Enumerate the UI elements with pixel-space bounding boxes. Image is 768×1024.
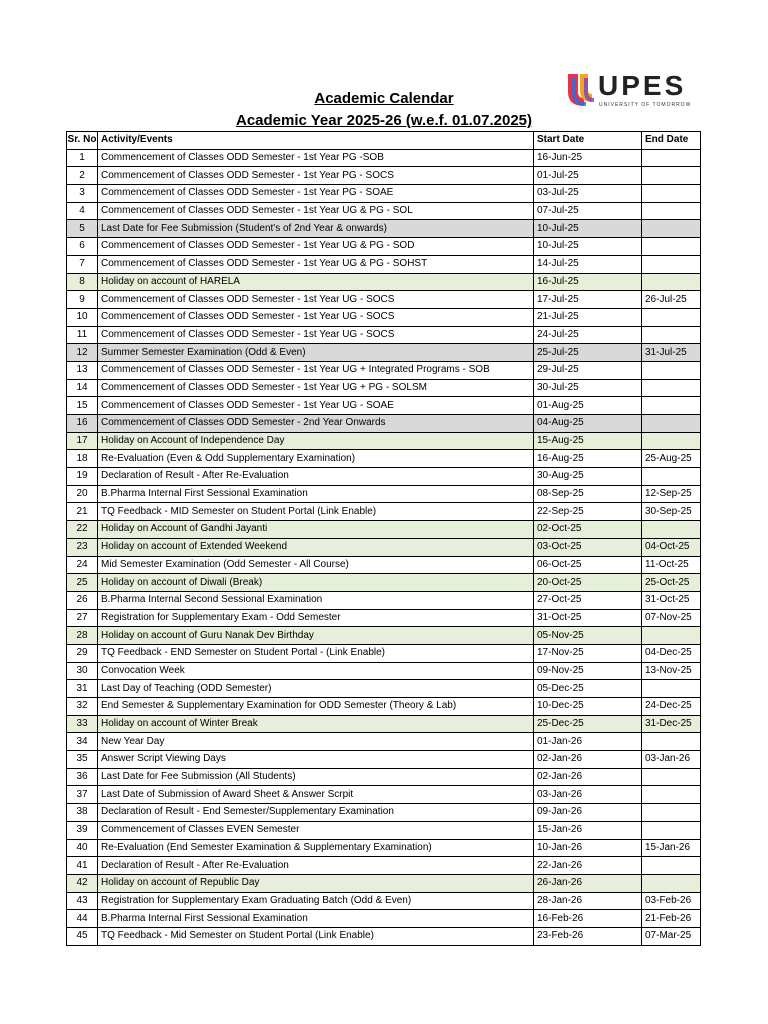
cell-sr-no: 16 (67, 415, 98, 433)
cell-activity: Holiday on account of Republic Day (98, 874, 534, 892)
cell-start-date: 16-Jun-25 (534, 149, 642, 167)
table-row (67, 786, 701, 804)
cell-end-date: 03-Jan-26 (642, 751, 701, 769)
cell-start-date: 30-Aug-25 (534, 468, 642, 486)
document-title: Academic Calendar (314, 90, 454, 107)
cell-sr-no: 28 (67, 627, 98, 645)
table-row (67, 627, 701, 645)
cell-activity: Registration for Supplementary Exam Graduating Batch (Odd & Even) (98, 892, 534, 910)
table-row (67, 910, 701, 928)
table-row (67, 255, 701, 273)
table-row (67, 609, 701, 627)
cell-end-date (642, 874, 701, 892)
cell-sr-no: 32 (67, 698, 98, 716)
cell-end-date (642, 202, 701, 220)
cell-activity: Commencement of Classes ODD Semester - 1st Year UG - SOAE (98, 397, 534, 415)
cell-activity: Commencement of Classes ODD Semester - 1st Year PG -SOB (98, 149, 534, 167)
cell-activity: Mid Semester Examination (Odd Semester - All Course) (98, 556, 534, 574)
cell-activity: Holiday on account of Guru Nanak Dev Birthday (98, 627, 534, 645)
cell-sr-no: 14 (67, 379, 98, 397)
table-row (67, 768, 701, 786)
cell-start-date: 30-Jul-25 (534, 379, 642, 397)
cell-activity: Commencement of Classes ODD Semester - 1st Year UG & PG - SOHST (98, 255, 534, 273)
cell-end-date (642, 521, 701, 539)
cell-end-date: 31-Jul-25 (642, 344, 701, 362)
cell-end-date: 15-Jan-26 (642, 839, 701, 857)
cell-end-date (642, 185, 701, 203)
table-row (67, 220, 701, 238)
cell-activity: Commencement of Classes ODD Semester - 1st Year UG + Integrated Programs - SOB (98, 361, 534, 379)
cell-start-date: 09-Jan-26 (534, 804, 642, 822)
cell-activity: TQ Feedback - MID Semester on Student Portal (Link Enable) (98, 503, 534, 521)
cell-sr-no: 5 (67, 220, 98, 238)
cell-end-date: 12-Sep-25 (642, 485, 701, 503)
cell-end-date: 24-Dec-25 (642, 698, 701, 716)
cell-sr-no: 6 (67, 238, 98, 256)
cell-end-date (642, 768, 701, 786)
cell-activity: End Semester & Supplementary Examination for ODD Semester (Theory & Lab) (98, 698, 534, 716)
cell-start-date: 08-Sep-25 (534, 485, 642, 503)
cell-end-date (642, 397, 701, 415)
table-row (67, 857, 701, 875)
table-row (67, 308, 701, 326)
cell-end-date (642, 167, 701, 185)
cell-start-date: 25-Dec-25 (534, 715, 642, 733)
cell-sr-no: 12 (67, 344, 98, 362)
cell-end-date: 30-Sep-25 (642, 503, 701, 521)
cell-sr-no: 35 (67, 751, 98, 769)
cell-activity: Summer Semester Examination (Odd & Even) (98, 344, 534, 362)
table-row (67, 450, 701, 468)
cell-end-date (642, 733, 701, 751)
cell-end-date (642, 361, 701, 379)
table-row (67, 698, 701, 716)
table-row (67, 149, 701, 167)
table-row (67, 662, 701, 680)
cell-sr-no: 3 (67, 185, 98, 203)
cell-activity: Re-Evaluation (Even & Odd Supplementary Examination) (98, 450, 534, 468)
cell-start-date: 17-Jul-25 (534, 291, 642, 309)
cell-end-date (642, 415, 701, 433)
table-row (67, 733, 701, 751)
cell-end-date: 04-Oct-25 (642, 538, 701, 556)
table-row (67, 680, 701, 698)
cell-end-date (642, 786, 701, 804)
cell-sr-no: 10 (67, 308, 98, 326)
table-row (67, 804, 701, 822)
table-row (67, 715, 701, 733)
cell-sr-no: 9 (67, 291, 98, 309)
cell-end-date: 13-Nov-25 (642, 662, 701, 680)
table-row (67, 167, 701, 185)
cell-activity: Commencement of Classes ODD Semester - 1st Year PG - SOAE (98, 185, 534, 203)
cell-activity: Holiday on Account of Gandhi Jayanti (98, 521, 534, 539)
cell-end-date: 21-Feb-26 (642, 910, 701, 928)
cell-activity: Commencement of Classes ODD Semester - 1st Year UG - SOCS (98, 326, 534, 344)
table-header-row (67, 132, 701, 150)
cell-activity: Answer Script Viewing Days (98, 751, 534, 769)
cell-start-date: 16-Jul-25 (534, 273, 642, 291)
cell-activity: Commencement of Classes ODD Semester - 1st Year UG - SOCS (98, 308, 534, 326)
cell-start-date: 03-Jan-26 (534, 786, 642, 804)
cell-sr-no: 17 (67, 432, 98, 450)
cell-start-date: 14-Jul-25 (534, 255, 642, 273)
cell-activity: Re-Evaluation (End Semester Examination & Supplementary Examination) (98, 839, 534, 857)
cell-end-date (642, 255, 701, 273)
cell-sr-no: 22 (67, 521, 98, 539)
logo-wordmark: UPES (598, 70, 687, 101)
table-row (67, 238, 701, 256)
cell-end-date: 31-Dec-25 (642, 715, 701, 733)
cell-activity: Last Date for Fee Submission (Student's of 2nd Year & onwards) (98, 220, 534, 238)
cell-end-date (642, 308, 701, 326)
cell-end-date (642, 220, 701, 238)
cell-sr-no: 44 (67, 910, 98, 928)
cell-sr-no: 45 (67, 927, 98, 945)
cell-activity: B.Pharma Internal First Sessional Examination (98, 910, 534, 928)
table-row (67, 468, 701, 486)
cell-start-date: 02-Jan-26 (534, 751, 642, 769)
document-subtitle: Academic Year 2025-26 (w.e.f. 01.07.2025) (235, 112, 533, 129)
cell-sr-no: 29 (67, 644, 98, 662)
cell-end-date: 04-Dec-25 (642, 644, 701, 662)
table-row (67, 821, 701, 839)
cell-activity: Holiday on Account of Independence Day (98, 432, 534, 450)
cell-activity: Commencement of Classes ODD Semester - 1st Year UG - SOCS (98, 291, 534, 309)
cell-sr-no: 39 (67, 821, 98, 839)
cell-start-date: 22-Jan-26 (534, 857, 642, 875)
cell-sr-no: 37 (67, 786, 98, 804)
cell-start-date: 09-Nov-25 (534, 662, 642, 680)
academic-calendar-table (66, 131, 701, 946)
cell-activity: Commencement of Classes ODD Semester - 1st Year UG + PG - SOLSM (98, 379, 534, 397)
cell-sr-no: 1 (67, 149, 98, 167)
table-row (67, 344, 701, 362)
cell-sr-no: 42 (67, 874, 98, 892)
cell-start-date: 26-Jan-26 (534, 874, 642, 892)
cell-activity: New Year Day (98, 733, 534, 751)
table-row (67, 361, 701, 379)
cell-sr-no: 41 (67, 857, 98, 875)
cell-end-date: 07-Nov-25 (642, 609, 701, 627)
cell-start-date: 02-Oct-25 (534, 521, 642, 539)
header-start-date: Start Date (534, 132, 642, 150)
cell-activity: TQ Feedback - Mid Semester on Student Portal (Link Enable) (98, 927, 534, 945)
cell-sr-no: 27 (67, 609, 98, 627)
cell-activity: Commencement of Classes ODD Semester - 2nd Year Onwards (98, 415, 534, 433)
cell-activity: Convocation Week (98, 662, 534, 680)
cell-sr-no: 34 (67, 733, 98, 751)
cell-start-date: 20-Oct-25 (534, 574, 642, 592)
cell-end-date (642, 627, 701, 645)
cell-activity: Commencement of Classes ODD Semester - 1st Year UG & PG - SOL (98, 202, 534, 220)
cell-end-date: 25-Aug-25 (642, 450, 701, 468)
cell-end-date (642, 680, 701, 698)
cell-sr-no: 8 (67, 273, 98, 291)
cell-start-date: 05-Dec-25 (534, 680, 642, 698)
cell-end-date (642, 804, 701, 822)
cell-start-date: 28-Jan-26 (534, 892, 642, 910)
cell-sr-no: 19 (67, 468, 98, 486)
cell-start-date: 06-Oct-25 (534, 556, 642, 574)
cell-start-date: 03-Jul-25 (534, 185, 642, 203)
cell-activity: Declaration of Result - After Re-Evaluation (98, 468, 534, 486)
table-row (67, 415, 701, 433)
cell-activity: B.Pharma Internal First Sessional Examination (98, 485, 534, 503)
cell-start-date: 01-Jan-26 (534, 733, 642, 751)
cell-activity: Holiday on account of Diwali (Break) (98, 574, 534, 592)
cell-start-date: 24-Jul-25 (534, 326, 642, 344)
cell-activity: Holiday on account of HARELA (98, 273, 534, 291)
table-row (67, 751, 701, 769)
cell-start-date: 22-Sep-25 (534, 503, 642, 521)
cell-end-date (642, 273, 701, 291)
table-row (67, 556, 701, 574)
cell-end-date: 26-Jul-25 (642, 291, 701, 309)
cell-sr-no: 4 (67, 202, 98, 220)
cell-activity: TQ Feedback - END Semester on Student Portal - (Link Enable) (98, 644, 534, 662)
cell-sr-no: 25 (67, 574, 98, 592)
table-row (67, 273, 701, 291)
table-row (67, 485, 701, 503)
cell-sr-no: 38 (67, 804, 98, 822)
cell-sr-no: 11 (67, 326, 98, 344)
table-row (67, 644, 701, 662)
cell-sr-no: 15 (67, 397, 98, 415)
cell-start-date: 16-Feb-26 (534, 910, 642, 928)
cell-sr-no: 18 (67, 450, 98, 468)
header-sr-no: Sr. No (67, 132, 98, 150)
cell-start-date: 23-Feb-26 (534, 927, 642, 945)
table-row (67, 503, 701, 521)
table-row (67, 591, 701, 609)
cell-end-date (642, 379, 701, 397)
cell-sr-no: 31 (67, 680, 98, 698)
cell-sr-no: 20 (67, 485, 98, 503)
cell-sr-no: 2 (67, 167, 98, 185)
cell-end-date (642, 468, 701, 486)
header-activity: Activity/Events (98, 132, 534, 150)
cell-end-date: 03-Feb-26 (642, 892, 701, 910)
cell-activity: B.Pharma Internal Second Sessional Examination (98, 591, 534, 609)
cell-start-date: 15-Aug-25 (534, 432, 642, 450)
cell-end-date: 25-Oct-25 (642, 574, 701, 592)
cell-end-date (642, 432, 701, 450)
cell-activity: Last Date for Fee Submission (All Students) (98, 768, 534, 786)
cell-end-date (642, 149, 701, 167)
cell-activity: Holiday on account of Extended Weekend (98, 538, 534, 556)
cell-sr-no: 23 (67, 538, 98, 556)
table-row (67, 874, 701, 892)
cell-activity: Commencement of Classes EVEN Semester (98, 821, 534, 839)
cell-start-date: 25-Jul-25 (534, 344, 642, 362)
cell-activity: Declaration of Result - After Re-Evaluation (98, 857, 534, 875)
cell-end-date (642, 821, 701, 839)
cell-start-date: 10-Jan-26 (534, 839, 642, 857)
cell-start-date: 27-Oct-25 (534, 591, 642, 609)
cell-start-date: 07-Jul-25 (534, 202, 642, 220)
cell-start-date: 15-Jan-26 (534, 821, 642, 839)
table-row (67, 927, 701, 945)
table-row (67, 839, 701, 857)
cell-end-date: 07-Mar-25 (642, 927, 701, 945)
header-end-date: End Date (642, 132, 701, 150)
cell-activity: Holiday on account of Winter Break (98, 715, 534, 733)
table-row (67, 538, 701, 556)
cell-end-date (642, 238, 701, 256)
cell-start-date: 01-Jul-25 (534, 167, 642, 185)
cell-sr-no: 21 (67, 503, 98, 521)
cell-sr-no: 24 (67, 556, 98, 574)
cell-sr-no: 26 (67, 591, 98, 609)
cell-start-date: 10-Dec-25 (534, 698, 642, 716)
cell-activity: Registration for Supplementary Exam - Odd Semester (98, 609, 534, 627)
cell-start-date: 04-Aug-25 (534, 415, 642, 433)
table-row (67, 397, 701, 415)
cell-start-date: 01-Aug-25 (534, 397, 642, 415)
table-row (67, 521, 701, 539)
cell-activity: Declaration of Result - End Semester/Supplementary Examination (98, 804, 534, 822)
table-row (67, 202, 701, 220)
table-row (67, 185, 701, 203)
cell-sr-no: 30 (67, 662, 98, 680)
cell-start-date: 10-Jul-25 (534, 220, 642, 238)
cell-sr-no: 40 (67, 839, 98, 857)
cell-end-date (642, 326, 701, 344)
cell-start-date: 16-Aug-25 (534, 450, 642, 468)
table-row (67, 326, 701, 344)
logo-tagline: UNIVERSITY OF TOMORROW (599, 102, 692, 108)
cell-sr-no: 36 (67, 768, 98, 786)
table-row (67, 291, 701, 309)
cell-sr-no: 7 (67, 255, 98, 273)
cell-end-date: 31-Oct-25 (642, 591, 701, 609)
table-row (67, 574, 701, 592)
cell-start-date: 29-Jul-25 (534, 361, 642, 379)
cell-sr-no: 13 (67, 361, 98, 379)
cell-activity: Last Date of Submission of Award Sheet & Answer Scrpit (98, 786, 534, 804)
cell-start-date: 31-Oct-25 (534, 609, 642, 627)
cell-end-date (642, 857, 701, 875)
cell-sr-no: 43 (67, 892, 98, 910)
cell-start-date: 17-Nov-25 (534, 644, 642, 662)
cell-start-date: 02-Jan-26 (534, 768, 642, 786)
cell-start-date: 21-Jul-25 (534, 308, 642, 326)
cell-start-date: 03-Oct-25 (534, 538, 642, 556)
cell-start-date: 10-Jul-25 (534, 238, 642, 256)
cell-activity: Commencement of Classes ODD Semester - 1st Year UG & PG - SOD (98, 238, 534, 256)
cell-end-date: 11-Oct-25 (642, 556, 701, 574)
cell-sr-no: 33 (67, 715, 98, 733)
cell-start-date: 05-Nov-25 (534, 627, 642, 645)
table-row (67, 892, 701, 910)
table-row (67, 432, 701, 450)
table-row (67, 379, 701, 397)
cell-activity: Last Day of Teaching (ODD Semester) (98, 680, 534, 698)
cell-activity: Commencement of Classes ODD Semester - 1st Year PG - SOCS (98, 167, 534, 185)
